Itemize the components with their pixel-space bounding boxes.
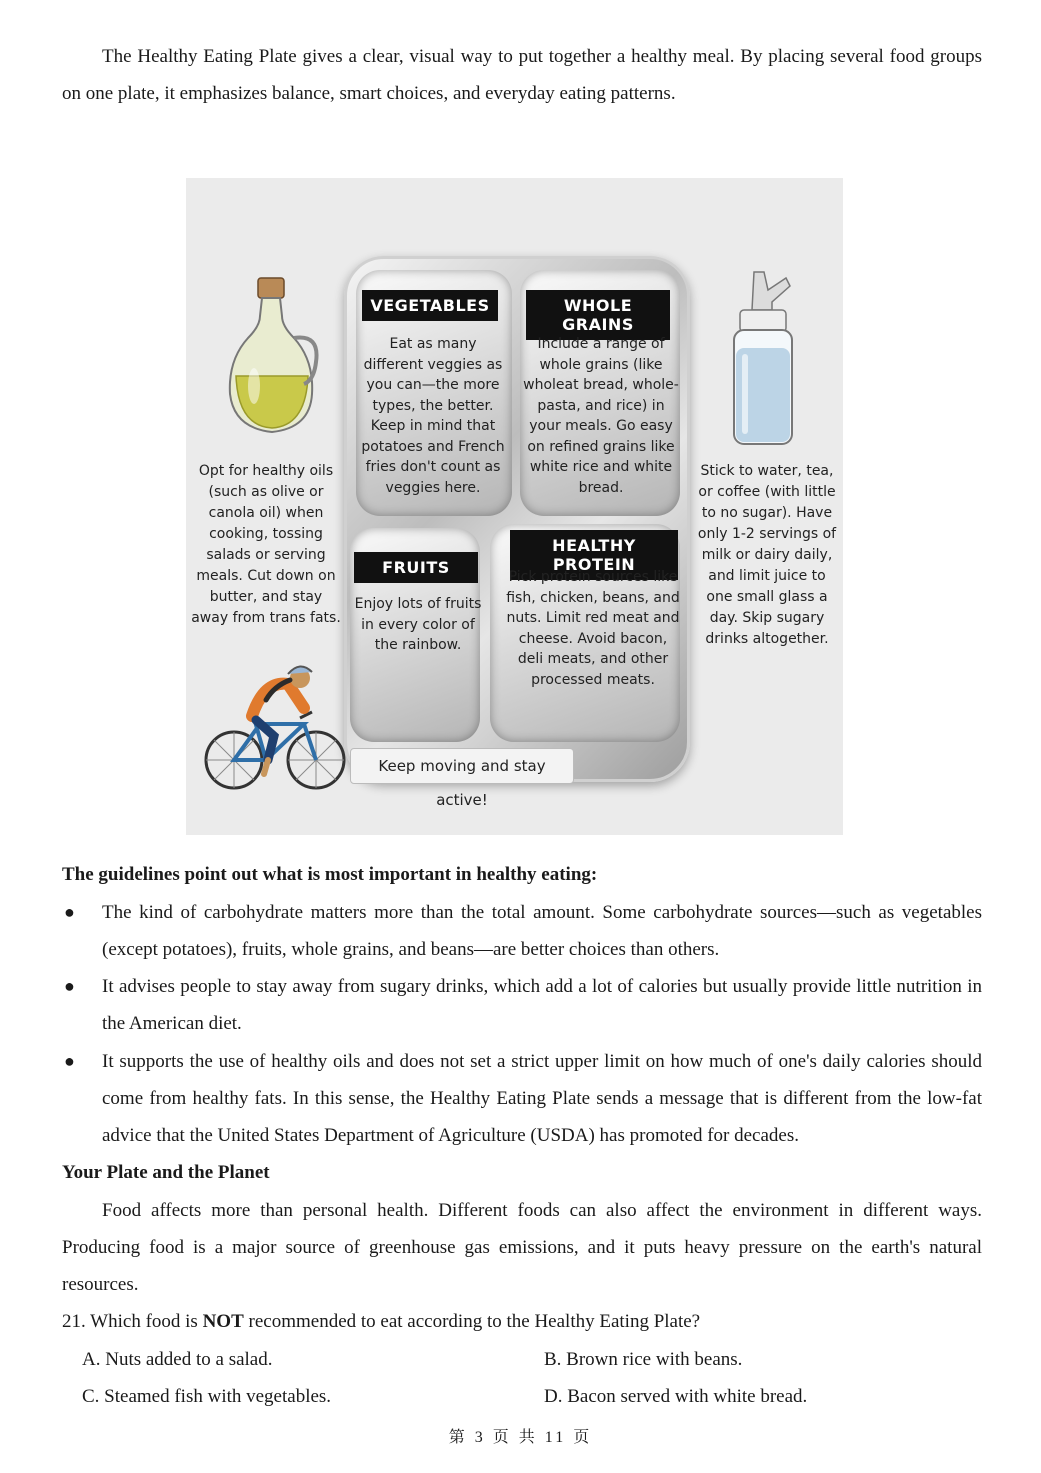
guideline-text-1: The kind of carbohydrate matters more than the total amount. Some carbohydrate sources—such as vegetables (except potatoes), fruits, whole grains, and beans—are better choices than others. — [102, 902, 982, 960]
question-21 — [62, 1311, 700, 1333]
oil-bottle-icon — [216, 276, 326, 446]
oil-text: Opt for healthy oils (such as olive or canola oil) when cooking, tossing salads or serving meals. Cut down on butter, and stay away from trans fats. — [191, 463, 341, 626]
guideline-text-3: It supports the use of healthy oils and does not set a strict upper limit on how much of one's daily calories should come from healthy fats. In this sense, the Healthy Eating Plate sends a message that is different from the low-fat advice that the United States Department of Agriculture (USDA) has promoted for decades. — [102, 1051, 982, 1146]
bullet-dot: ● — [64, 1051, 75, 1071]
question-text-before: Which food is — [90, 1311, 198, 1332]
fruits-text: Enjoy lots of fruits in every color of the rainbow. — [354, 596, 482, 653]
planet-paragraph: Food affects more than personal health. Different foods can also affect the environment in different ways. Producing food is a major source of greenhouse gas emissions, and it puts heavy pressure on the earth's natural resources. — [62, 1200, 982, 1295]
vegetables-text: Eat as many different veggies as you can—the more types, the better. Keep in mind that potatoes and French fries don't count as veggies here. — [361, 336, 505, 496]
option-d[interactable]: D. Bacon served with white bread. — [544, 1386, 808, 1407]
protein-text: Pick protein sources like fish, chicken, beans, and nuts. Limit red meat and cheese. Avoid bacon, deli meats, and other processed meats. — [506, 569, 680, 688]
healthy-eating-plate-figure — [186, 178, 843, 835]
fruits-title: FRUITS — [354, 552, 478, 583]
guideline-text-2: It advises people to stay away from sugary drinks, which add a lot of calories but usually provide little nutrition in the American diet. — [102, 976, 982, 1034]
bullet-dot: ● — [64, 976, 75, 996]
whole-grains-text: Include a range of whole grains (like wholeat bread, whole-pasta, and rice) in your meals. Go easy on refined grains like white rice and white bread. — [523, 336, 679, 496]
water-text: Stick to water, tea, or coffee (with little to no sugar). Have only 1-2 servings of milk or dairy daily, and limit juice to one small glass a day. Skip sugary drinks altogether. — [697, 463, 837, 647]
keep-active-label: Keep moving and stay active! — [350, 748, 574, 784]
option-a[interactable]: A. Nuts added to a salad. — [82, 1349, 273, 1370]
bullet-dot: ● — [64, 902, 75, 922]
vegetables-title: VEGETABLES — [362, 290, 498, 321]
question-text-after: recommended to eat according to the Healthy Eating Plate? — [248, 1311, 701, 1332]
guideline-bullet-1 — [62, 894, 982, 968]
water-bottle-icon — [724, 268, 804, 448]
question-number: 21. — [62, 1311, 86, 1332]
guidelines-heading: The guidelines point out what is most important in healthy eating: — [62, 864, 598, 885]
guideline-bullet-3 — [62, 1043, 982, 1154]
question-emphasis: NOT — [202, 1311, 244, 1332]
guideline-bullet-2 — [62, 968, 982, 1042]
planet-heading: Your Plate and the Planet — [62, 1162, 270, 1183]
cyclist-icon — [204, 656, 348, 792]
page-footer: 第 3 页 共 11 页 — [448, 1429, 593, 1446]
option-b[interactable]: B. Brown rice with beans. — [544, 1349, 743, 1370]
protein-title: HEALTHY PROTEIN — [510, 530, 678, 580]
option-c[interactable]: C. Steamed fish with vegetables. — [82, 1386, 332, 1407]
whole-grains-title: WHOLE GRAINS — [526, 290, 670, 340]
intro-paragraph: The Healthy Eating Plate gives a clear, visual way to put together a healthy meal. By placing several food groups on one plate, it emphasizes balance, smart choices, and everyday eating patterns. — [62, 46, 982, 104]
